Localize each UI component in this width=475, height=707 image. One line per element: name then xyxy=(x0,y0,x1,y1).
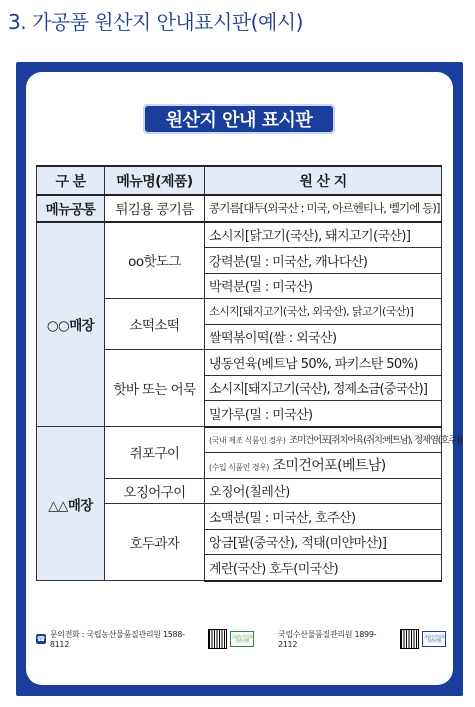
menu-name: 소떡소떡 xyxy=(105,299,205,350)
qr-code-icon xyxy=(400,629,420,649)
header-menu: 메뉴명(제품) xyxy=(105,166,205,195)
origin-text: 박력분(밀 : 미국산) xyxy=(205,273,442,299)
footer xyxy=(36,627,446,651)
menu-name: 쥐포구이 xyxy=(105,427,205,479)
page-heading: 3. 가공품 원산지 안내표시판(예시) xyxy=(8,10,303,34)
origin-text: 소맥분(밀 : 미국산, 호주산) xyxy=(205,504,442,530)
origin-text: 소시지[돼지고기(국산, 외국산), 닭고기(국산)] xyxy=(205,299,442,325)
origin-cell-domestic xyxy=(205,427,462,453)
store-b-label: △△매장 xyxy=(37,427,105,581)
menu-name: oo핫도그 xyxy=(105,222,205,299)
qr-code-icon xyxy=(208,629,228,649)
table-row xyxy=(37,222,442,248)
header-category: 구 분 xyxy=(37,166,105,195)
menu-name: 호두과자 xyxy=(105,504,205,581)
table-row xyxy=(37,427,442,453)
origin-text: 콩기름[대두(외국산 : 미국, 아르헨티나, 벨기에 등)] xyxy=(205,195,442,222)
header-origin: 원 산 지 xyxy=(205,166,442,195)
origin-table xyxy=(36,165,462,582)
origin-prefix: (수입 식품인 경우) xyxy=(209,463,269,473)
origin-text: 소시지[닭고기(국산), 돼지고기(국산)] xyxy=(205,222,442,248)
origin-text: 조미건어포[쥐치어육(쥐치:베트남), 정제염(호주)] xyxy=(288,435,462,447)
store-common-label: 메뉴공통 xyxy=(37,195,105,222)
origin-text: 조미건어포(베트남) xyxy=(272,458,386,475)
table-row xyxy=(37,195,442,222)
origin-text: 계란(국산) 호두(미국산) xyxy=(205,555,442,581)
agency-logo-2: 국립수산물품질관리원 xyxy=(422,631,446,647)
menu-name: 튀김용 콩기름 xyxy=(105,195,205,222)
origin-text: 오징어(칠레산) xyxy=(205,478,442,504)
board-title: 원산지 안내 표시판 xyxy=(143,104,335,134)
origin-text: 앙금[팥(중국산), 적태(미얀마산)] xyxy=(205,529,442,555)
footer-contact-2: 국립수산물품질관리원 1899-2112 xyxy=(277,630,377,649)
origin-text: 소시지[돼지고기(국산), 정제소금(중국산)] xyxy=(205,375,442,401)
footer-contact-1: 문의전화 : 국립농산물품질관리원 1588-8112 xyxy=(49,630,185,649)
origin-prefix: (국내 제조 식품인 경우) xyxy=(209,436,286,446)
table-header-row xyxy=(37,166,442,195)
origin-text: 밀가루(밀 : 미국산) xyxy=(205,401,442,427)
agency-logo-1: 국립농산물품질관리원 xyxy=(230,631,254,647)
origin-text: 냉동연육(베트남 50%, 파키스탄 50%) xyxy=(205,350,442,376)
origin-text: 강력분(밀 : 미국산, 캐나다산) xyxy=(205,248,442,274)
origin-cell-imported xyxy=(205,453,442,479)
origin-text: 쌀떡볶이떡(쌀 : 외국산) xyxy=(205,324,442,350)
store-a-label: ○○매장 xyxy=(37,222,105,427)
menu-name: 핫바 또는 어묵 xyxy=(105,350,205,427)
phone-icon: ☎ xyxy=(36,635,46,643)
menu-name: 오징어구이 xyxy=(105,478,205,504)
